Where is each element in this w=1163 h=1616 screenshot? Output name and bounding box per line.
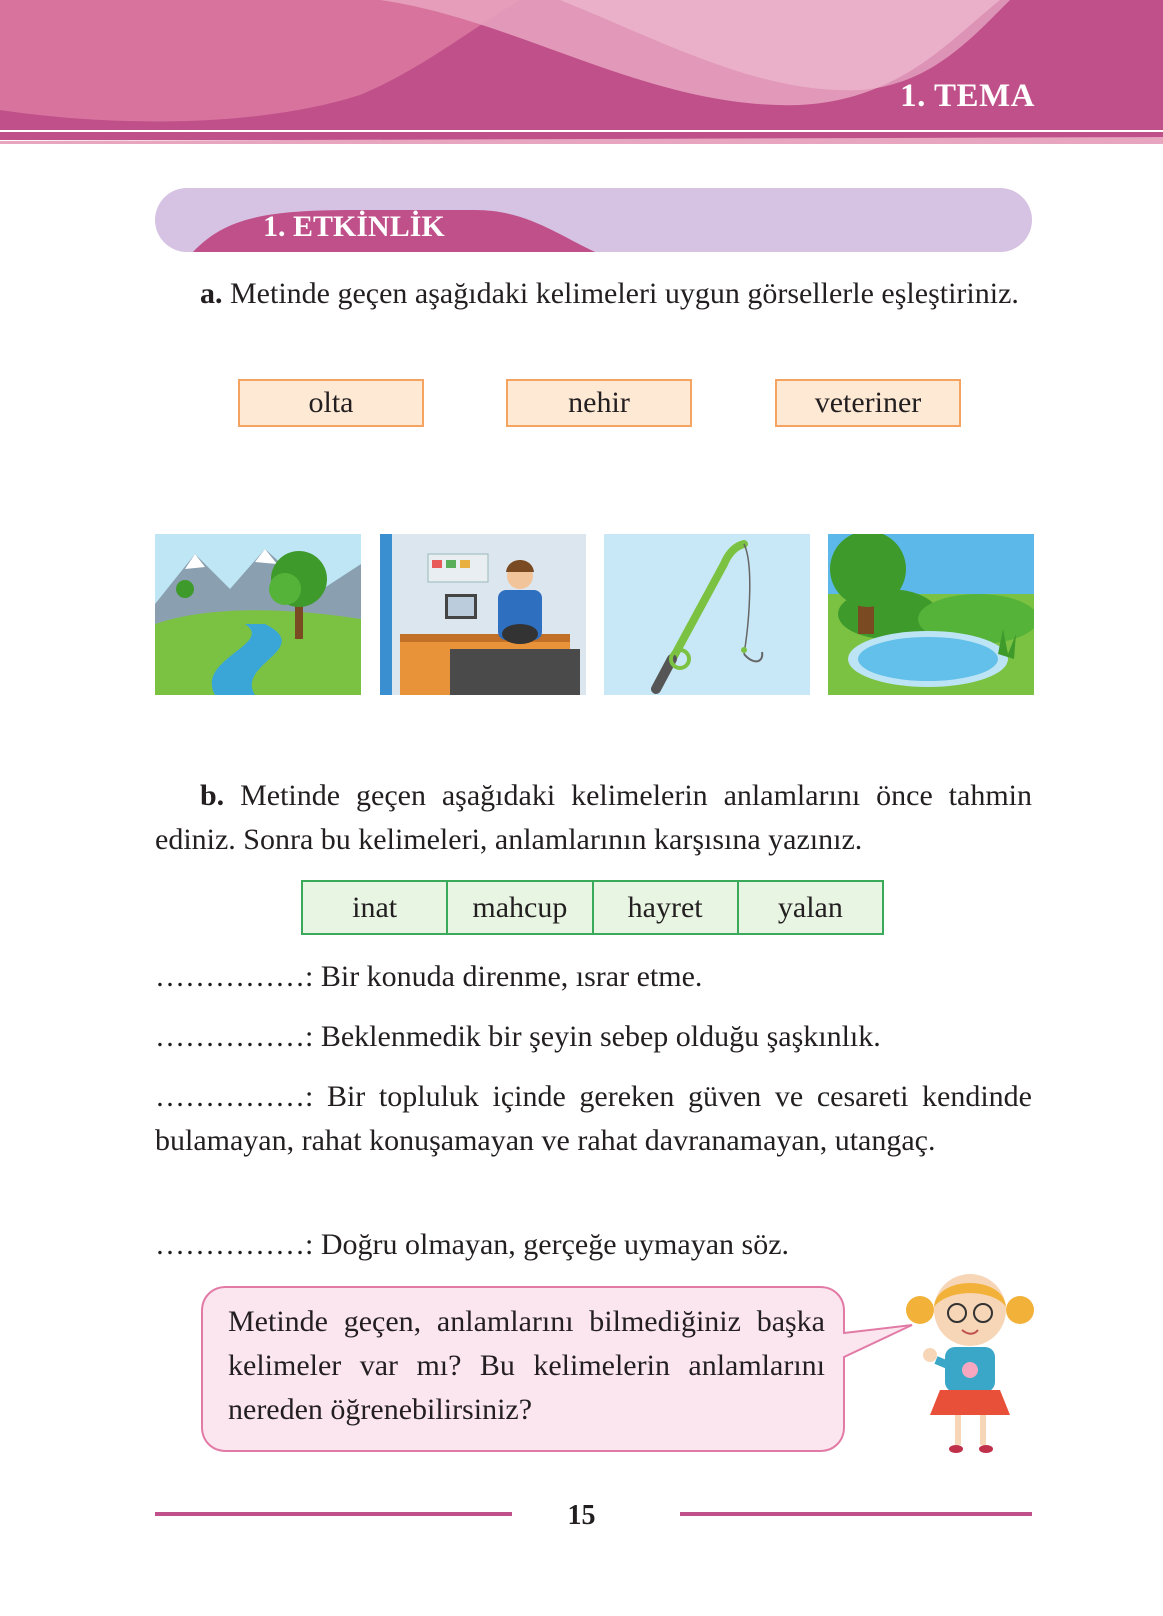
word-box-nehir: nehir [506,379,692,427]
speech-bubble-text: Metinde geçen, anlamlarını bilmediğiniz başka kelimeler var mı? Bu kelimelerin anlamlarını nereden öğrenebilirsiniz? [228,1305,825,1426]
answer-blank[interactable]: ……………: [155,1228,314,1261]
word-cell-yalan: yalan [777,891,843,924]
part-b-label: b. [200,779,225,812]
definition-3 [155,1075,1032,1163]
word-cell-inat: inat [303,882,448,933]
part-a-label: a. [200,277,223,310]
definition-text: Doğru olmayan, gerçeğe uymayan söz. [320,1228,790,1261]
girl-illustration [900,1265,1040,1465]
fishing-rod-image [604,534,810,695]
part-a-instruction [155,272,1032,316]
page-number: 15 [567,1500,596,1531]
word-cell-mahcup: mahcup [448,882,593,933]
word-box-olta: olta [238,379,424,427]
answer-blank[interactable]: ……………: [155,1080,314,1113]
definition-1 [155,955,1032,999]
word-cell-hayret: hayret [594,882,739,933]
word-table [301,880,884,935]
activity-title: 1. ETKİNLİK [263,210,445,243]
part-b-text: Metinde geçen aşağıdaki kelimelerin anlamlarını önce tahmin ediniz. Sonra bu kelimeleri, anlamlarının karşısına yazınız. [155,779,1033,856]
theme-label: 1. TEMA [900,78,1035,114]
part-b-instruction [155,774,1032,862]
definition-text: Beklenmedik bir şeyin sebep olduğu şaşkınlık. [320,1020,881,1053]
definition-4 [155,1223,1032,1267]
definition-2 [155,1015,1032,1059]
answer-blank[interactable]: ……………: [155,1020,314,1053]
river-landscape-image [155,534,361,695]
veterinarian-clinic-image [380,534,586,695]
definition-text: Bir topluluk içinde gereken güven ve cesareti kendinde bulamayan, rahat konuşamayan ve rahat davranamayan, utangaç. [155,1080,1032,1157]
answer-blank[interactable]: ……………: [155,960,314,993]
word-box-veteriner: veteriner [775,379,961,427]
definition-text: Bir konuda direnme, ısrar etme. [320,960,703,993]
header-band [0,0,1163,150]
pond-image [828,534,1034,695]
part-a-text: Metinde geçen aşağıdaki kelimeleri uygun görsellerle eşleştiriniz. [230,277,1019,310]
